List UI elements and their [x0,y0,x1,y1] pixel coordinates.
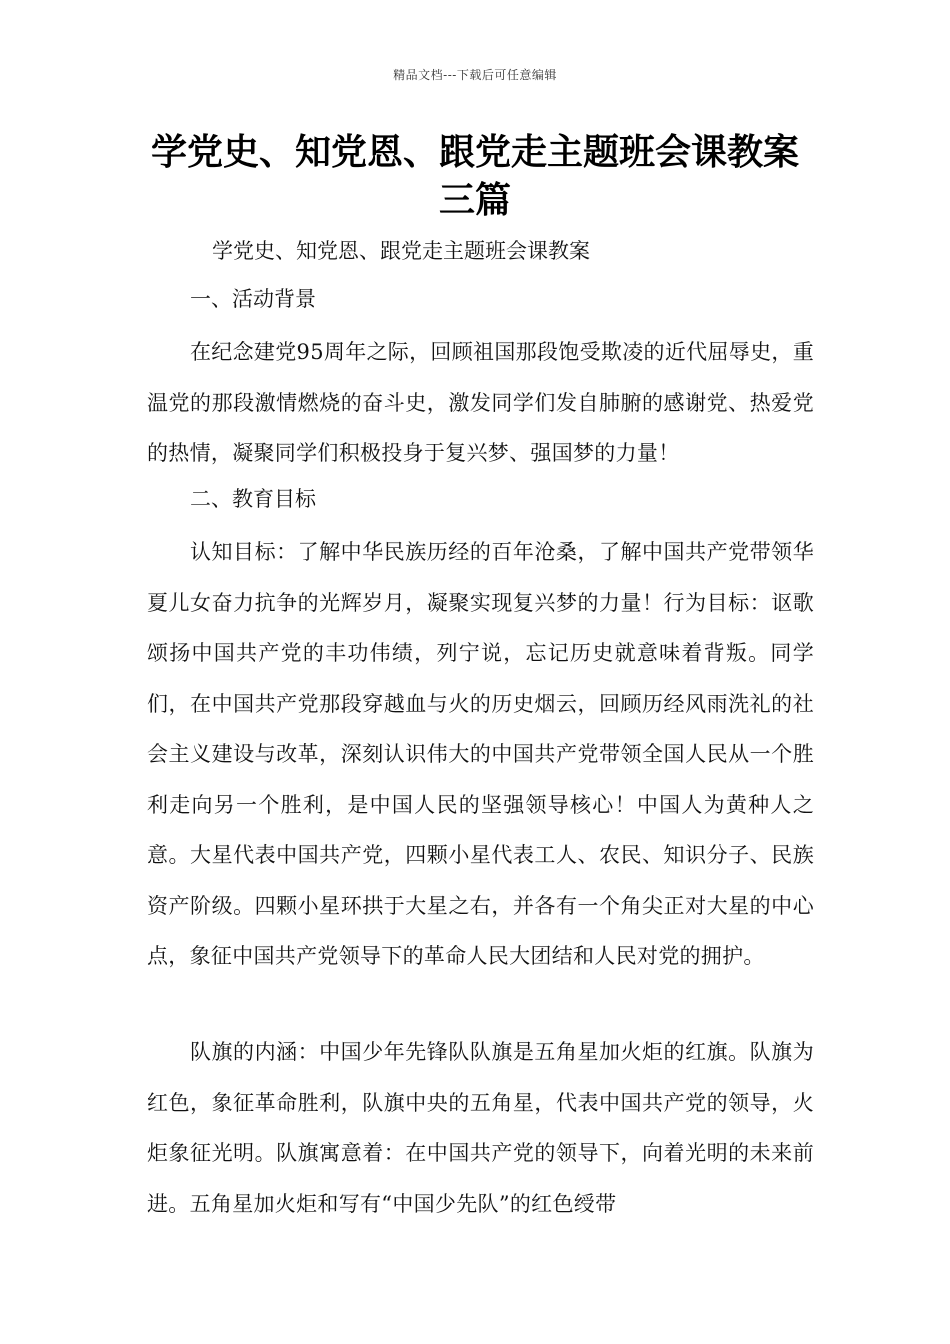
header-note: 精品文档---下载后可任意编辑 [393,68,557,82]
paragraph-goals: 认知目标：了解中华民族历经的百年沧桑，了解中国共产党带领华夏儿女奋力抗争的光辉岁月，凝聚实现复兴梦的力量！行为目标：讴歌颂扬中国共产党的丰功伟绩，列宁说，忘记历史就意味着背叛。同学们，在中国共产党那段穿越血与火的历史烟云，回顾历经风雨洗礼的社会主义建设与改革，深刻认识伟大的中国共产党带领全国人民从一个胜利走向另一个胜利，是中国人民的坚强领导核心！中国人为黄种人之意。大星代表中国共产党，四颗小星代表工人、农民、知识分子、民族资产阶级。四颗小星环拱于大星之右，并各有一个角尖正对大星的中心点，象征中国共产党领导下的革命人民大团结和人民对党的拥护。 [147,540,814,968]
document-subtitle: 学党史、知党恩、跟党走主题班会课教案 [212,239,590,263]
document-title: 学党史、知党恩、跟党走主题班会课教案三篇 [150,131,799,221]
section-heading-background: 一、活动背景 [190,287,316,311]
section-heading-goals: 二、教育目标 [190,487,316,511]
paragraph-flag-meaning: 队旗的内涵：中国少年先锋队队旗是五角星加火炬的红旗。队旗为红色，象征革命胜利，队旗中央的五角星，代表中国共产党的领导，火炬象征光明。队旗寓意着：在中国共产党的领导下，向着光明的未来前进。五角星加火炬和写有“中国少先队”的红色绶带 [147,1040,814,1216]
paragraph-background: 在纪念建党95周年之际，回顾祖国那段饱受欺凌的近代屈辱史，重温党的那段激情燃烧的奋斗史，激发同学们发自肺腑的感谢党、热爱党的热情，凝聚同学们积极投身于复兴梦、强国梦的力量！ [147,340,814,465]
